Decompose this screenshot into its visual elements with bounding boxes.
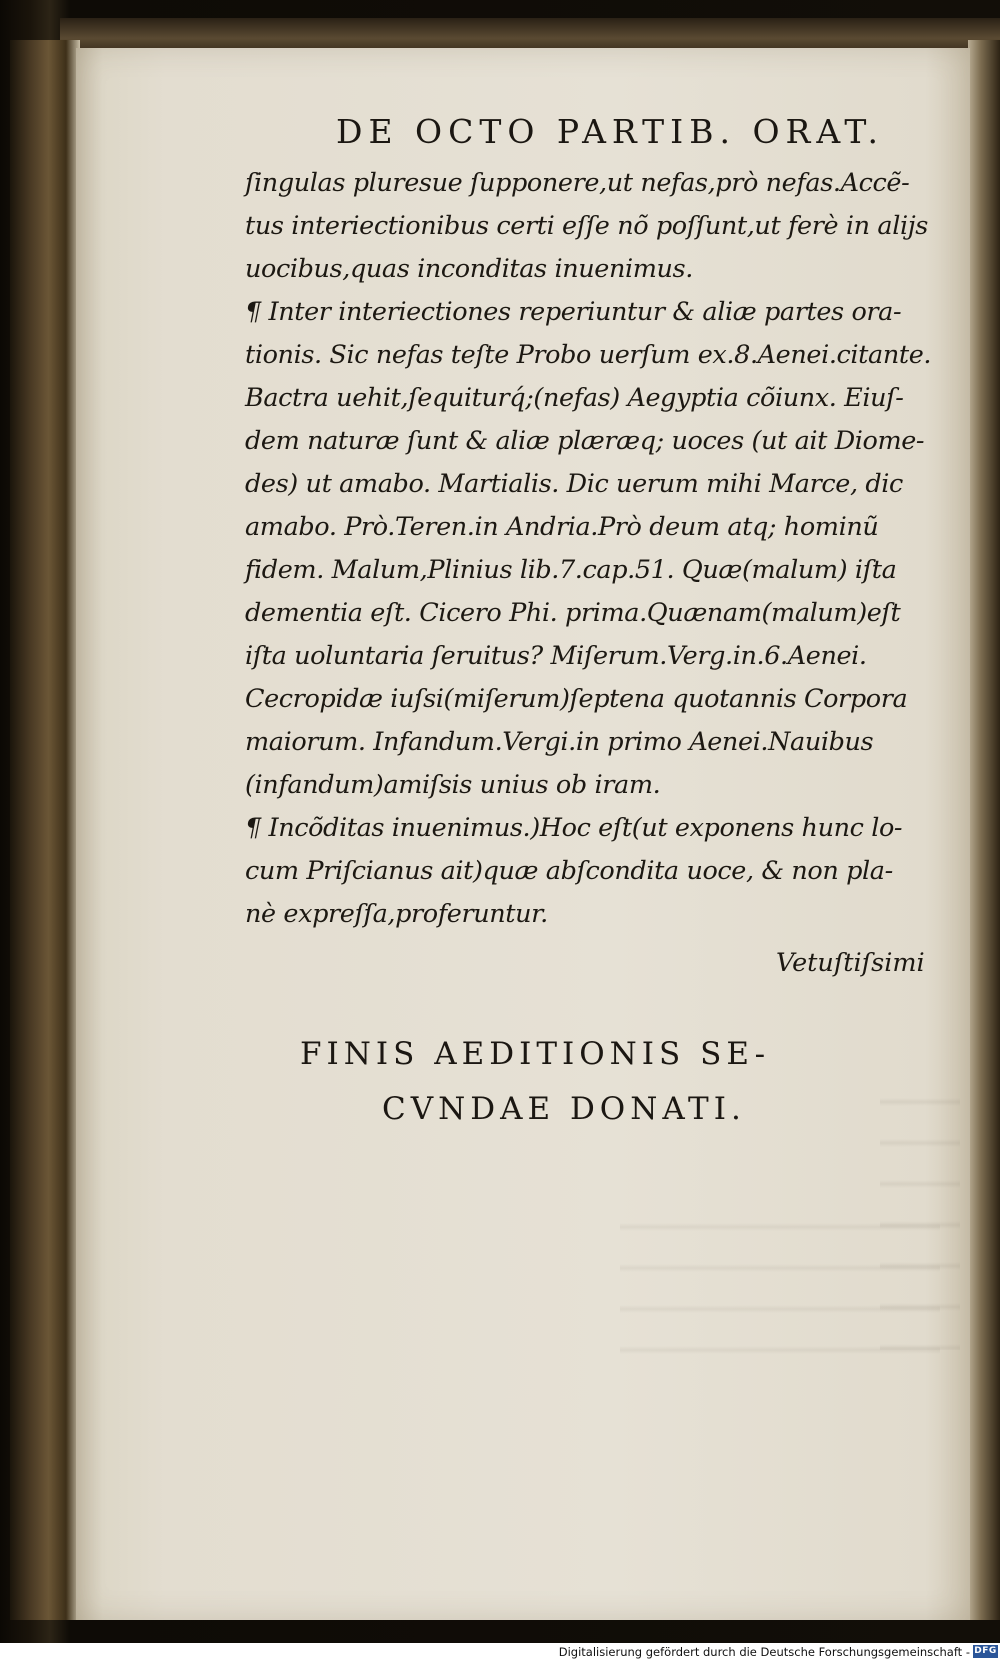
text-line: Cecropidæ iuſsi(miſerum)ſeptena quotannis Corpora [245, 684, 908, 714]
text-line: amabo. Prò.Teren.in Andria.Prò deum atq; hominũ [245, 512, 879, 542]
book-fore-edge [968, 40, 1000, 1620]
running-head: DE OCTO PARTIB. ORAT. [336, 112, 885, 151]
text-line: cum Priſcianus ait)quæ abſcondita uoce, & non pla- [245, 856, 893, 886]
text-line: uocibus,quas inconditas inuenimus. [245, 254, 693, 284]
text-line: (infandum)amiſsis unius ob iram. [245, 770, 661, 800]
text-line: tionis. Sic nefas teſte Probo uerſum ex.8.Aenei.citante. [245, 340, 932, 370]
text-line: dementia eſt. Cicero Phi. prima.Quænam(malum)eſt [245, 598, 901, 628]
text-line: ¶ Inter interiectiones reperiuntur & aliæ partes ora- [245, 297, 902, 327]
footer-credit: Digitalisierung gefördert durch die Deutsche Forschungsgemeinschaft - [558, 1645, 970, 1659]
book-gutter [10, 40, 80, 1620]
text-line: des) ut amabo. Martialis. Dic uerum mihi Marce, dic [245, 469, 903, 499]
book-top-edge [60, 18, 1000, 52]
text-line: fidem. Malum,Plinius lib.7.cap.51. Quæ(malum) iſta [245, 555, 897, 585]
colophon-line: FINIS AEDITIONIS SE- [300, 1036, 771, 1072]
text-line: ¶ Incõditas inuenimus.)Hoc eſt(ut exponens hunc lo- [245, 813, 903, 843]
body-text [245, 162, 945, 936]
text-line: dem naturæ ſunt & aliæ plæræq; uoces (ut ait Diome- [245, 426, 925, 456]
colophon-line: CVNDAE DONATI. [382, 1091, 746, 1127]
text-line: nè expreſſa,proferuntur. [245, 899, 548, 929]
show-through-text-right [880, 1080, 960, 1350]
text-line: tus interiectionibus certi eſſe nõ poſſunt,ut ferè in alijs [245, 211, 928, 241]
colophon [300, 1027, 860, 1137]
catchword: Vetuſtiſsimi [776, 948, 925, 978]
text-line: maiorum. Infandum.Vergi.in primo Aenei.Nauibus [245, 727, 874, 757]
text-line: ſingulas pluresue ſupponere,ut nefas,prò nefas.Accẽ- [245, 168, 910, 198]
text-line: Bactra uehit,ſequiturq́;(nefas) Aegyptia cõiunx. Eiuſ- [245, 383, 904, 413]
dfg-logo: DFG [974, 1646, 997, 1656]
text-line: iſta uoluntaria ſeruitus? Miſerum.Verg.in.6.Aenei. [245, 641, 867, 671]
